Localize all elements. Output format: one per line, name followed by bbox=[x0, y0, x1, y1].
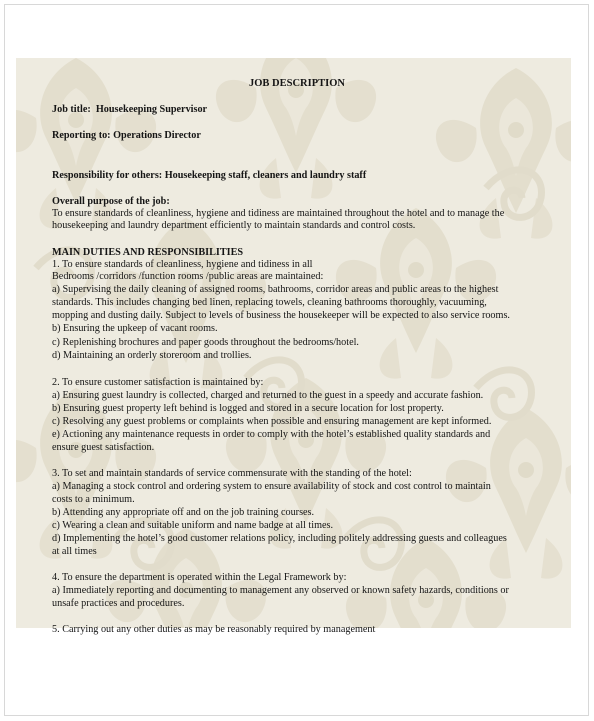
section2-line: ensure guest satisfaction. bbox=[52, 442, 155, 453]
section3-line: b) Attending any appropriate off and on the job training courses. bbox=[52, 507, 315, 518]
responsibility-line: Responsibility for others: Housekeeping staff, cleaners and laundry staff bbox=[52, 170, 367, 181]
section3-line: costs to a minimum. bbox=[52, 494, 135, 505]
section5-line: 5. Carrying out any other duties as may be reasonably required by management bbox=[52, 624, 376, 635]
section3-line: a) Managing a stock control and ordering system to ensure availability of stock and cost control to maintain bbox=[52, 481, 491, 492]
section4-line: unsafe practices and procedures. bbox=[52, 598, 185, 609]
section3-line: 3. To set and maintain standards of service commensurate with the standing of the hotel: bbox=[52, 468, 412, 479]
reporting-line: Reporting to: Operations Director bbox=[52, 130, 201, 141]
section4-line: a) Immediately reporting and documenting to management any observed or known safety hazards, conditions or bbox=[52, 585, 509, 596]
section2-line: e) Actioning any maintenance requests in order to comply with the hotel’s established quality standards and bbox=[52, 429, 491, 440]
main-duties-heading: MAIN DUTIES AND RESPONSIBILITIES bbox=[52, 247, 244, 258]
section1-line: b) Ensuring the upkeep of vacant rooms. bbox=[52, 323, 218, 334]
section2-line: 2. To ensure customer satisfaction is maintained by: bbox=[52, 377, 264, 388]
job-title-line: Job title: Housekeeping Supervisor bbox=[52, 104, 208, 115]
section1-line: a) Supervising the daily cleaning of assigned rooms, bathrooms, corridor areas and public areas to the highest bbox=[52, 284, 499, 295]
overall-purpose-heading: Overall purpose of the job: bbox=[52, 196, 170, 207]
section3-line: d) Implementing the hotel’s good customer relations policy, including politely addressing guests and colleagues bbox=[52, 533, 507, 544]
document-title: JOB DESCRIPTION bbox=[249, 78, 345, 89]
section3-line: at all times bbox=[52, 546, 97, 557]
section2-line: a) Ensuring guest laundry is collected, charged and returned to the guest in a speedy and accurate fashion. bbox=[52, 390, 484, 401]
section1-line: Bedrooms /corridors /function rooms /public areas are maintained: bbox=[52, 271, 324, 282]
section2-line: b) Ensuring guest property left behind is logged and stored in a secure location for lost property. bbox=[52, 403, 444, 414]
section4-line: 4. To ensure the department is operated within the Legal Framework by: bbox=[52, 572, 347, 583]
section1-line: standards. This includes changing bed linen, replacing towels, cleaning bathrooms thoroughly, vacuuming, bbox=[52, 297, 487, 308]
section3-line: c) Wearing a clean and suitable uniform and name badge at all times. bbox=[52, 520, 334, 531]
overall-purpose-line: housekeeping and laundry department efficiently to maintain standards and control costs. bbox=[52, 220, 416, 231]
section2-line: c) Resolving any guest problems or complaints when possible and ensuring management are kept informed. bbox=[52, 416, 492, 427]
overall-purpose-line: To ensure standards of cleanliness, hygiene and tidiness are maintained throughout the hotel and to manage the bbox=[52, 208, 505, 219]
section1-line: mopping and dusting daily. Subject to levels of business the housekeeper will be expected to also service rooms. bbox=[52, 310, 510, 321]
section1-line: 1. To ensure standards of cleanliness, hygiene and tidiness in all bbox=[52, 259, 313, 270]
section1-line: c) Replenishing brochures and paper goods throughout the bedrooms/hotel. bbox=[52, 337, 359, 348]
section1-line: d) Maintaining an orderly storeroom and trollies. bbox=[52, 350, 252, 361]
